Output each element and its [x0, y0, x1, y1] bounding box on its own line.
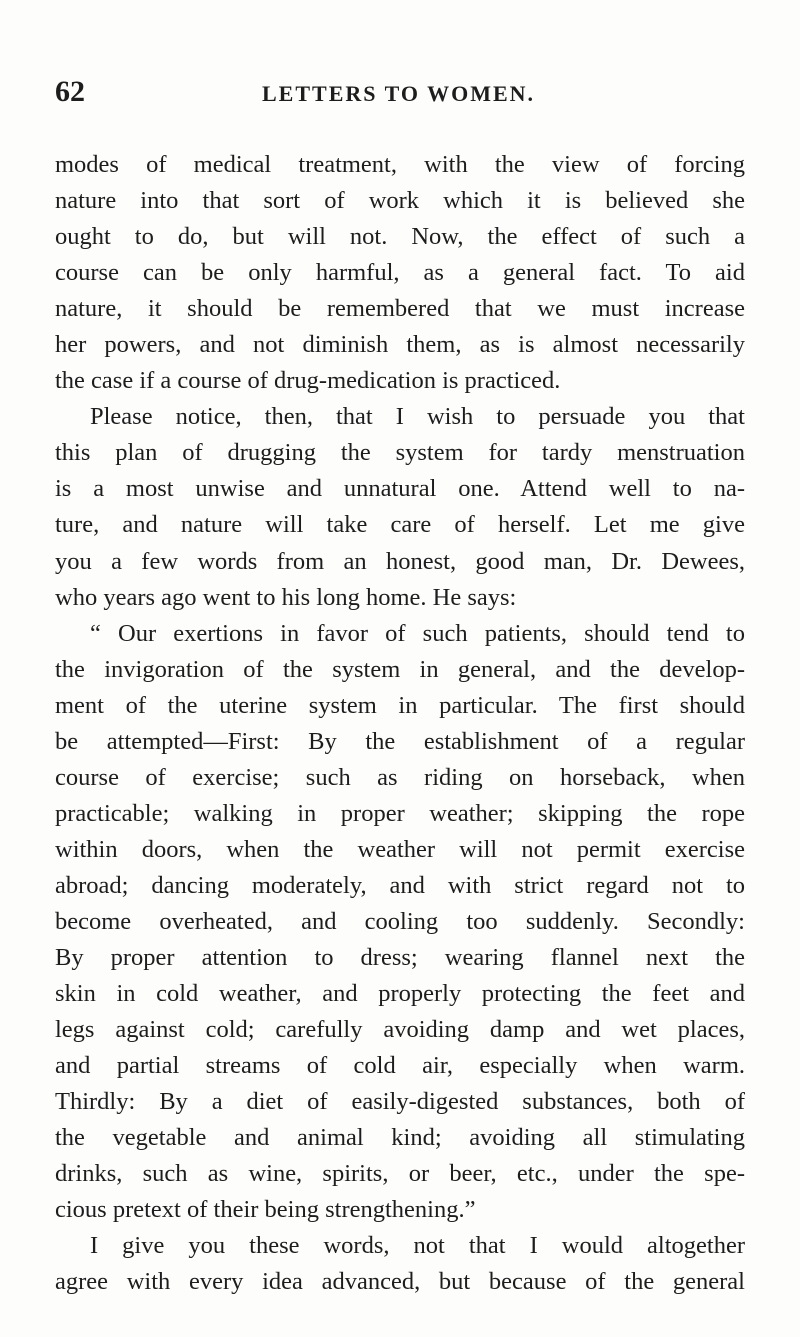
text-line: Thirdly: By a diet of easily-digested substances, both of	[55, 1088, 745, 1116]
text-line: abroad; dancing moderately, and with strict regard not to	[55, 871, 745, 899]
text-line: the vegetable and animal kind; avoiding all stimulating	[55, 1124, 745, 1152]
text-line: the case if a course of drug-medication is practiced.	[55, 367, 561, 395]
paragraph-start-line: Please notice, then, that I wish to persuade you that	[90, 403, 745, 431]
text-line: ought to do, but will not. Now, the effect of such a	[55, 223, 745, 251]
text-line: is a most unwise and unnatural one. Attend well to na-	[55, 475, 745, 503]
text-line: who years ago went to his long home. He says:	[55, 583, 517, 611]
text-line: By proper attention to dress; wearing flannel next the	[55, 944, 745, 972]
text-line: this plan of drugging the system for tardy menstruation	[55, 439, 745, 467]
text-line: and partial streams of cold air, especially when warm.	[55, 1052, 745, 1080]
quote-start-line: “ Our exertions in favor of such patients, should tend to	[90, 619, 745, 647]
text-line: course can be only harmful, as a general fact. To aid	[55, 259, 745, 287]
text-line: ture, and nature will take care of herself. Let me give	[55, 511, 745, 539]
text-line: nature, it should be remembered that we must increase	[55, 295, 745, 323]
text-line: her powers, and not diminish them, as is almost necessarily	[55, 331, 745, 359]
text-line: within doors, when the weather will not permit exercise	[55, 835, 745, 863]
text-line: the invigoration of the system in general, and the develop-	[55, 655, 745, 683]
text-line: practicable; walking in proper weather; skipping the rope	[55, 799, 745, 827]
text-line: cious pretext of their being strengthening.”	[55, 1196, 476, 1224]
text-line: be attempted—First: By the establishment of a regular	[55, 727, 745, 755]
page-number: 62	[55, 75, 85, 108]
text-line: course of exercise; such as riding on horseback, when	[55, 763, 745, 791]
text-line: agree with every idea advanced, but because of the general	[55, 1268, 745, 1296]
text-line: ment of the uterine system in particular. The first should	[55, 691, 745, 719]
text-line: skin in cold weather, and properly protecting the feet and	[55, 980, 745, 1008]
text-line: modes of medical treatment, with the view of forcing	[55, 151, 745, 178]
running-title: LETTERS TO WOMEN.	[262, 81, 536, 106]
text-line: nature into that sort of work which it is believed she	[55, 187, 745, 215]
body-text	[55, 147, 745, 1301]
running-head	[0, 72, 800, 112]
text-line: legs against cold; carefully avoiding damp and wet places,	[55, 1016, 745, 1044]
text-line: become overheated, and cooling too suddenly. Secondly:	[55, 907, 745, 935]
text-line: drinks, such as wine, spirits, or beer, etc., under the spe-	[55, 1160, 745, 1188]
paragraph-start-line: I give you these words, not that I would altogether	[90, 1232, 745, 1260]
text-line: you a few words from an honest, good man, Dr. Dewees,	[55, 547, 745, 575]
